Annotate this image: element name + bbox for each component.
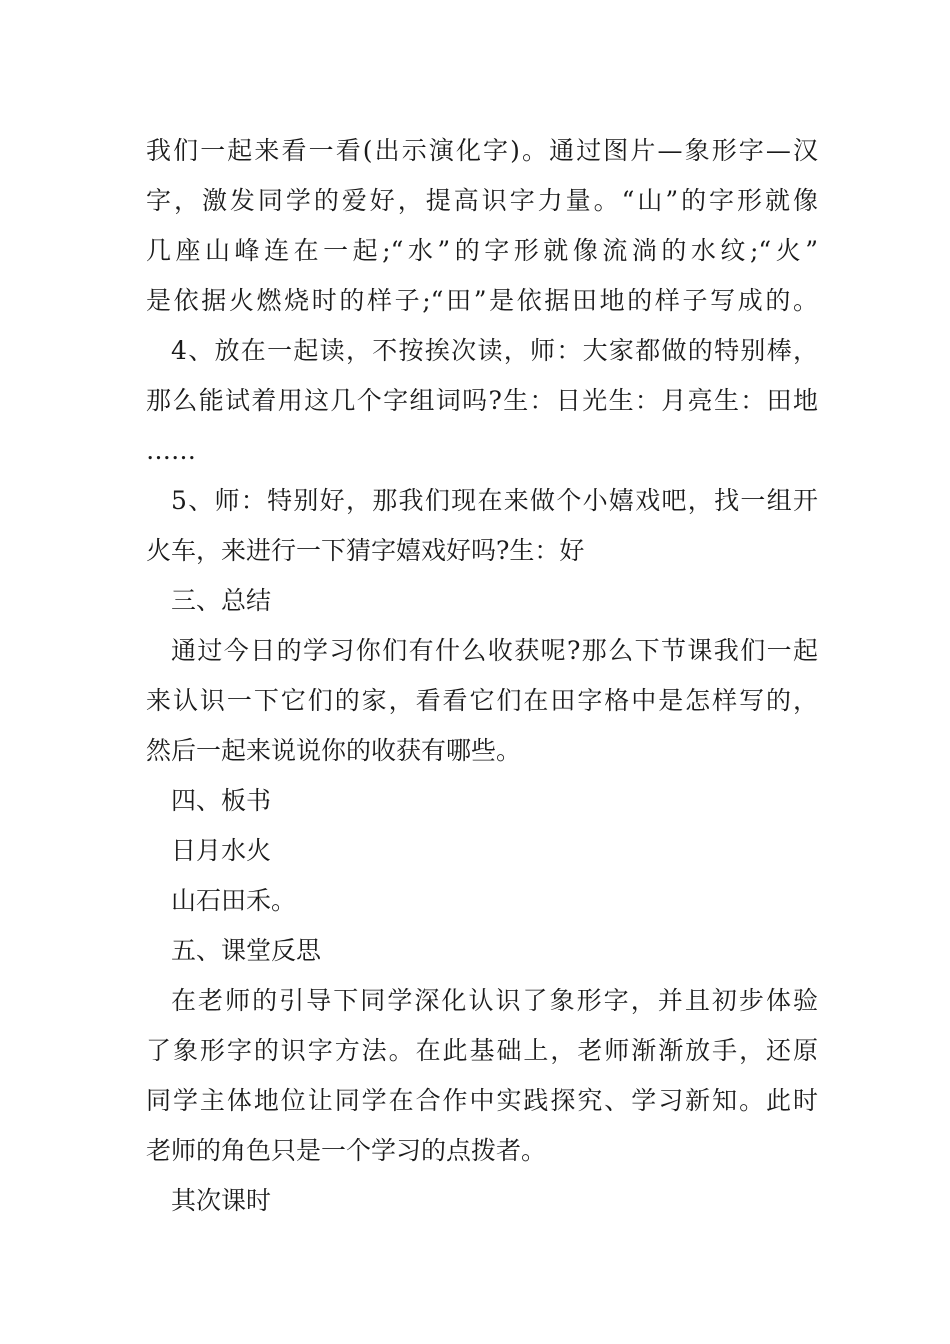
paragraph-line: 然后一起来说说你的收获有哪些。 [146, 736, 522, 765]
paragraph-line: 了象形字的识字方法。在此基础上，老师渐渐放手，还原 [146, 1036, 818, 1065]
paragraph-line: 是依据火燃烧时的样子;“田”是依据田地的样子写成的。 [146, 286, 818, 315]
paragraph-line: 我们一起来看一看(出示演化字)。通过图片—象形字—汉 [146, 136, 818, 165]
board-line: 山石田禾。 [171, 886, 297, 915]
paragraph-line: 几座山峰连在一起;“水”的字形就像流淌的水纹;“火” [146, 236, 818, 265]
paragraph-line: 4、放在一起读，不按挨次读，师：大家都做的特别棒， [171, 336, 818, 365]
paragraph-line: 火车，来进行一下猜字嬉戏好吗?生：好 [146, 536, 585, 565]
paragraph-line: 来认识一下它们的家，看看它们在田字格中是怎样写的， [146, 686, 818, 715]
section-heading: 其次课时 [171, 1186, 272, 1215]
paragraph-line: 同学主体地位让同学在合作中实践探究、学习新知。此时 [146, 1086, 818, 1115]
paragraph-line: 在老师的引导下同学深化认识了象形字，并且初步体验 [171, 986, 818, 1015]
paragraph-line: 5、师：特别好，那我们现在来做个小嬉戏吧，找一组开 [171, 486, 818, 515]
paragraph-line: …… [146, 436, 196, 465]
paragraph-line: 那么能试着用这几个字组词吗?生：日光生：月亮生：田地 [146, 386, 818, 415]
paragraph-line: 字，激发同学的爱好，提高识字力量。“山”的字形就像 [146, 186, 818, 215]
section-heading: 四、板书 [171, 786, 272, 815]
paragraph-line: 通过今日的学习你们有什么收获呢?那么下节课我们一起 [171, 636, 818, 665]
section-heading: 三、总结 [171, 586, 272, 615]
section-heading: 五、课堂反思 [171, 936, 322, 965]
paragraph-line: 老师的角色只是一个学习的点拨者。 [146, 1136, 547, 1165]
board-line: 日月水火 [171, 836, 272, 865]
